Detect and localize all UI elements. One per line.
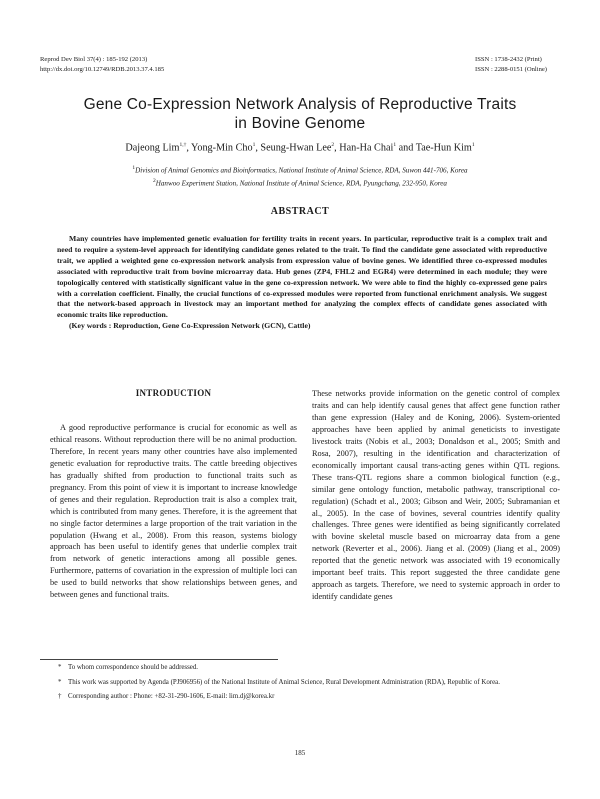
author-sup: 1 [471,142,475,148]
footnote [58,677,558,689]
footnote-mark: * [58,678,62,686]
title-line: in Bovine Genome [234,115,366,132]
intro-column-right [312,388,560,603]
journal-citation: Reprod Dev Biol 37(4) : 185-192 (2013) [40,56,148,63]
abstract [57,234,547,332]
author-name: Seung-Hwan Lee [260,142,332,154]
affiliation-text: Hanwoo Experiment Station, National Institute of Animal Science, RDA, Pyungchang, 232-950, Korea [155,179,447,188]
footnote-mark: † [58,693,62,700]
intro-heading: INTRODUCTION [135,388,212,398]
author-name: Tae-Hun Kim [415,142,472,154]
footnote-rule [40,659,278,660]
author-and: and [396,142,416,154]
footnote [58,691,558,703]
intro-paragraph: A good reproductive performance is crucial for economic as well as ethical reasons. Without reproduction there will be no animal production. Therefore, In recent years many other countries have also implemented genetic evaluation for reproductive traits. The cattle breeding objectives has gradually shifted from production to functional traits such as pregnancy. From this point of view it is important to increase knowledge of genes and their regulation. Reproduction trait is also a complex trait, which is contributed from many genes. Therefore, it is the agreement that no single factor determines a large proportion of the trait variation in the population (Hwang et al., 2008). From this reason, systems biology approach has been useful to identify genes that underlie complex trait from network of genetic interactions among all possible genes. Furthermore, patterns of covariation in the expression of multiple loci can be used to build networks that show relationships between genes, and between genes and functional traits. [50,422,297,600]
author-name: Han-Ha Chai [339,142,394,154]
author-name: Yong-Min Cho [191,142,253,154]
footnote-text: This work was supported by Agenda (PJ906956) of the National Institute of Animal Science, Rural Development Administration (RDA), Republic of Korea. [68,678,500,686]
issn-online: ISSN : 2288-0151 (Online) [475,65,547,73]
author-separator: , [334,142,340,154]
author-sup: 2 [331,142,335,148]
author-sup: 1,† [179,142,187,148]
author-list [40,142,560,153]
intro-paragraph-continued: These networks provide information on the genetic control of complex traits and can help identify causal genes that affect gene function rather than gene expression (Haley and de Koning, 2006). System-oriented approaches have been applied by animal geneticists to investigate livestock traits (Nobis et al., 2003; Donaldson et al., 2005; Smith and Rosa, 2007), resulting in the identification and characterization of economically important causal trans-acting genes within QTL regions. These trans-QTL regions share a common biological function (e.g., similar gene ontology function, metabolic pathway, transcriptional co-regulation) (Schadt et al., 2003; Gibson and Weir, 2005; Subramanian et al., 2005). In the case of bovines, several countries identify quality challenges. Three genes were identified as being significantly correlated with bovine skeletal muscle based on microarray data from a gene network (Reverter et al., 2006). Jiang et al. (2009) (Jiang et al., 2009) reported that the genetic network was associated with 19 economically important beef traits. This report suggested the three candidate gene approach as targets. Therefore, we need to systemic approach in order to identify candidate genes [312,389,560,602]
affiliations [40,163,560,190]
footnote-mark: * [58,664,62,671]
affiliation-text: Division of Animal Genomics and Bioinformatics, National Institute of Animal Science, RDA, Suwon 441-706, Korea [135,166,468,175]
affiliation-line [40,176,560,189]
page-number: 185 [294,749,306,757]
author-separator: , [186,142,192,154]
affiliation-sup: 2 [153,178,156,185]
footnotes [58,662,558,706]
footnote [58,662,558,674]
intro-column-left [50,386,297,601]
abstract-heading: ABSTRACT [270,206,330,217]
paper-title [40,95,560,133]
title-line: Gene Co-Expression Network Analysis of Reproductive Traits [83,96,517,113]
issn-print: ISSN : 1738-2432 (Print) [475,56,542,63]
keywords: (Key words : Reproduction, Gene Co-Expression Network (GCN), Cattle) [69,321,311,331]
abstract-text: Many countries have implemented genetic evaluation for fertility traits in recent years. In particular, reproductive trait is a complex trait and need to require a system-level approach for identifying candidate genes related to the trait. To find the candidate gene associated with reproductive trait, we applied a weighted gene co-expression network analysis from expression value of bovine genes. We identified three co-expressed modules associated with reproductive trait from bovine microarray data. Hub genes (ZP4, FHL2 and EGR4) were determined in each module; they were topologically centered with statistically significant value in the gene co-expression network. We were able to find the highly co-expressed gene pairs with a correlation coefficient. Finally, the crucial functions of co-expressed modules were reported from functional enrichment analysis. We suggest that the network-based approach in livestock may an important method for analyzing the complex effects of candidate genes associated with economic traits like reproduction. [57,234,547,320]
author-separator: , [255,142,261,154]
journal-header-left [40,55,164,74]
footnote-text: Corresponding author : Phone: +82-31-290-1606, E-mail: lim.dj@korea.kr [68,693,275,700]
author-sup: 1 [393,142,397,148]
author-name: Dajeong Lim [125,142,180,154]
author-sup: 1 [252,142,256,148]
journal-header-right [475,55,547,74]
affiliation-line [40,163,560,176]
doi-link[interactable]: http://dx.doi.org/10.12749/RDB.2013.37.4.185 [40,65,165,73]
footnote-text: To whom correspondence should be addressed. [68,664,199,671]
affiliation-sup: 1 [132,165,136,171]
